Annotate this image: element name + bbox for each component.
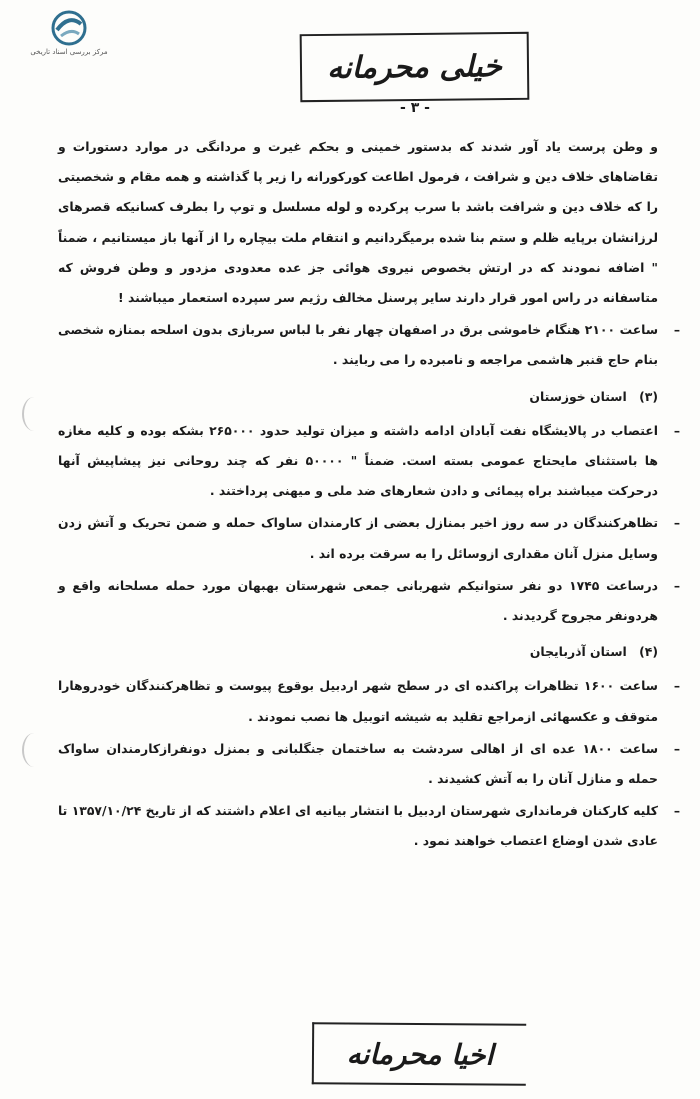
document-body <box>58 132 681 857</box>
list-item <box>58 734 681 794</box>
bottom-classification-stamp: اخیا محرمانه <box>312 1022 526 1085</box>
list-item <box>58 796 681 856</box>
list-item-text: درساعت ۱۷۴۵ دو نفر ستوانیکم شهربانی جمعی شهرستان بهبهان مورد حمله مسلحانه واقع و هردونفر مجروح گردیدند . <box>58 577 658 624</box>
logo-caption: مرکز بررسی اسناد تاریخی <box>30 48 108 56</box>
section-heading-khuzestan <box>58 382 658 412</box>
section-heading-azerbaijan <box>58 637 658 667</box>
list-item <box>58 671 681 731</box>
list-item <box>58 508 681 568</box>
intro-paragraph: و وطن پرست یاد آور شدند که بدستور خمینی و بحکم غیرت و مردانگی در موارد دستورات و تقاضاهای خلاف دین و شرافت ، فرمول اطاعت کورکورانه را زیر پا گذاشته و همه مقام و شخصیتی را که خلاف دین و شرافت باشد با سرب پرکرده و لوله مسلسل و توپ را بطرف کسانیکه قصرهای لرزانشان برپایه ظلم و ستم بنا شده برمیگردانیم و انتقام ملت بیچاره را از آنها باز میستانیم ، ضمناً " اضافه نمودند که در ارتش بخصوص نیروی هوائی جز عده معدودی مزدور و وطن فروش که متاسفانه در راس امور قرار دارند سایر پرسنل مخالف رژیم سر سپرده استعمار میباشند ! <box>58 139 658 306</box>
list-item-text: ساعت ۲۱۰۰ هنگام خاموشی برق در اصفهان چهار نفر با لباس سربازی بدون اسلحه بمنازه شخصی بنام حاج قنبر هاشمی مراجعه و نامبرده را می ربایند . <box>58 322 659 368</box>
top-classification-stamp: خیلی محرمانه <box>300 32 530 102</box>
section-title: استان آذربایجان <box>529 644 627 660</box>
archive-logo <box>14 10 124 66</box>
section-number: (۳) <box>639 388 658 404</box>
bullet-dash: – <box>673 803 681 819</box>
punch-hole-mark <box>22 733 46 767</box>
bullet-dash: – <box>673 322 681 338</box>
list-item <box>58 571 681 631</box>
section-number: (۴) <box>639 644 658 660</box>
bullet-dash: – <box>673 740 681 756</box>
list-item-text: ساعت ۱۸۰۰ عده ای از اهالی سردشت به ساختمان جنگلبانی و بمنزل دونفرازکارمندان ساواک حمله و منازل آنان را به آتش کشیدند . <box>58 740 658 787</box>
list-item-text: کلیه کارکنان فرمانداری شهرستان اردبیل با انتشار بیانیه ای اعلام داشتند که از تاریخ ۱۳۵۷/۱۰/۲۴ تا عادی شدن اوضاع اعتصاب خواهند نمود . <box>58 803 658 849</box>
list-item-isfahan <box>58 315 681 375</box>
punch-hole-mark <box>22 397 46 431</box>
list-item-text: ساعت ۱۶۰۰ تظاهرات پراکنده ای در سطح شهر اردبیل بوقوع پیوست و تظاهرکنندگان خودروهارا متوقف و عکسهائی ازمراجع تقلید به شیشه اتوبیل ها نصب نمودند . <box>58 678 658 724</box>
bullet-dash: – <box>673 577 681 593</box>
bullet-dash: – <box>673 422 681 438</box>
list-item <box>58 416 681 507</box>
bullet-dash: – <box>673 678 681 694</box>
bullet-dash: – <box>673 515 681 531</box>
list-item-text: اعتصاب در پالایشگاه نفت آبادان ادامه داشته و میزان تولید حدود ۲۶۵۰۰۰ بشکه بوده و کلیه مغازه ها باستثنای مایحتاج عمومی بسته است. ضمناً " ۵۰۰۰۰ نفر که چند روحانی نیز پیشاپیش آنها درحرکت میباشند براه پیمائی و دادن شعارهای ضد ملی و میهنی پرداختند . <box>58 422 658 499</box>
list-item-text: تظاهرکنندگان در سه روز اخیر بمنازل بعضی از کارمندان ساواک حمله و ضمن تحریک و آتش زدن وسایل منزل آنان مقداری ازوسائل را به سرقت برده اند . <box>58 515 658 561</box>
archive-emblem-icon <box>47 10 91 46</box>
page-number: - ۳ - <box>400 100 430 116</box>
section-title: استان خوزستان <box>529 388 627 404</box>
